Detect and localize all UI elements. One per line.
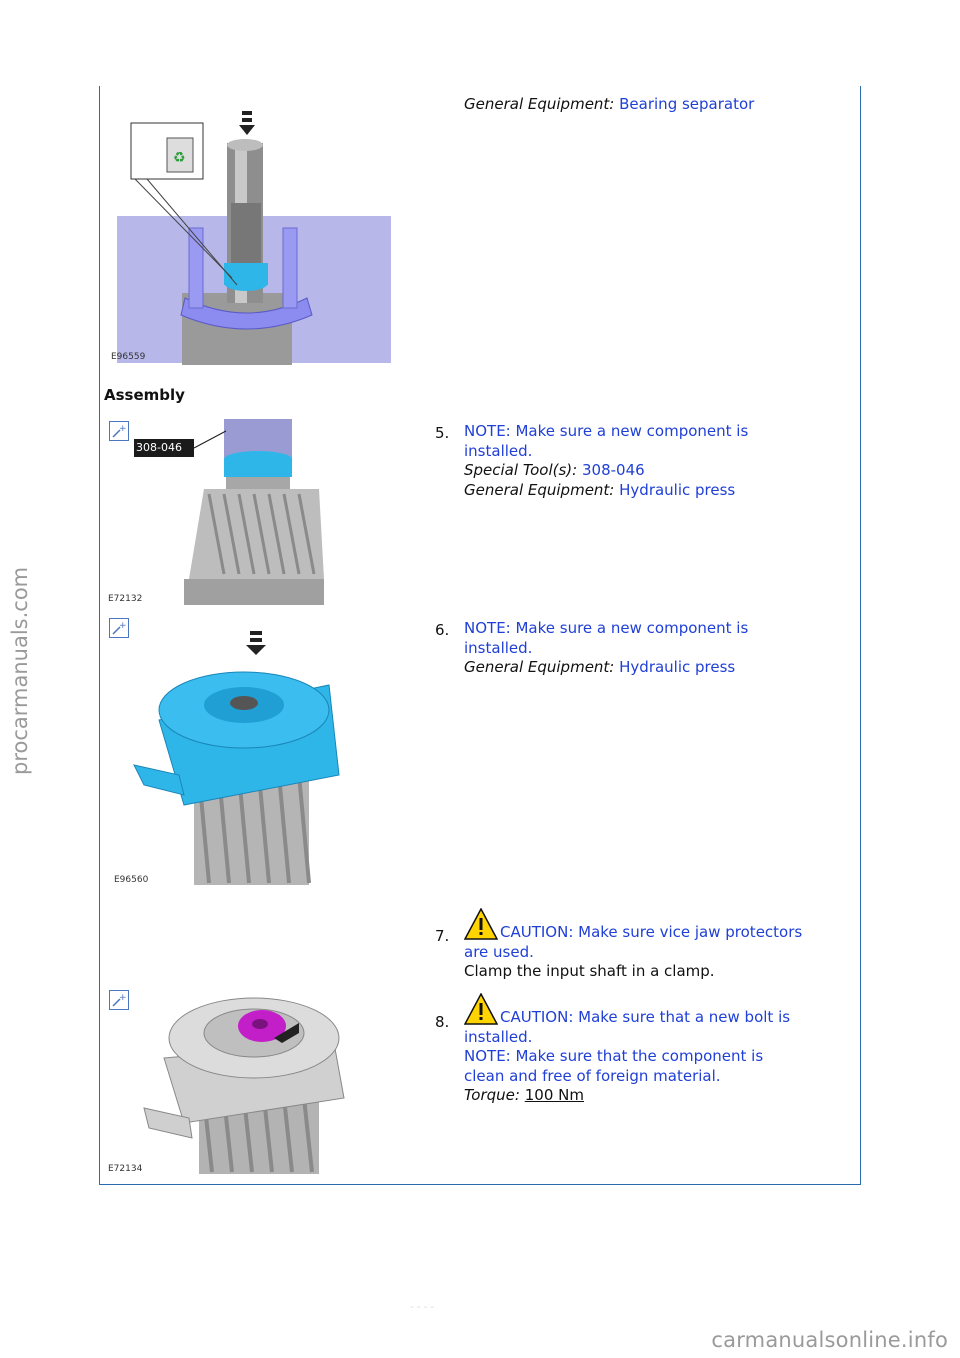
equipment-label: General Equipment:: [464, 658, 615, 676]
figure-code: E72134: [108, 1164, 143, 1174]
svg-text:+: +: [119, 621, 127, 631]
caution-line: are used.: [464, 942, 534, 961]
step-8-text: [464, 993, 790, 1106]
watermark-left: procarmanuals.com: [8, 566, 32, 775]
note-line: NOTE: Make sure a new component is: [464, 422, 749, 440]
torque-label: Torque:: [464, 1086, 520, 1104]
step-number: 5.: [435, 424, 450, 442]
top-step-text: [464, 95, 754, 115]
svg-text:♻: ♻: [173, 150, 186, 166]
caution-line: CAUTION: Make sure that a new bolt is: [500, 1008, 791, 1026]
figure-bolt-torque: [104, 988, 354, 1174]
note-line: clean and free of foreign material.: [464, 1066, 721, 1085]
figure-code: E96560: [114, 875, 149, 885]
section-title: Assembly: [104, 386, 185, 404]
tool-link[interactable]: 308-046: [582, 461, 645, 479]
caution-icon: [464, 908, 498, 940]
note-line: NOTE: Make sure a new component is: [464, 619, 749, 637]
caution-line: CAUTION: Make sure vice jaw protectors: [500, 923, 803, 941]
equipment-link[interactable]: Bearing separator: [619, 95, 755, 113]
page-number: - - - -: [410, 1302, 434, 1313]
step-number: 6.: [435, 621, 450, 639]
instruction: Clamp the input shaft in a clamp.: [464, 962, 715, 980]
figure-code: E96559: [111, 352, 146, 362]
figure-bearing-separator: [107, 103, 392, 365]
svg-text:+: +: [119, 424, 127, 434]
svg-text:+: +: [119, 993, 127, 1003]
caution-icon: [464, 993, 498, 1025]
note-line: NOTE: Make sure that the component is: [464, 1047, 764, 1065]
equipment-link[interactable]: Hydraulic press: [619, 480, 736, 499]
watermark-bottom: carmanualsonline.info: [711, 1328, 948, 1352]
figure-special-tool: [104, 419, 324, 605]
step-number: 8.: [435, 1013, 450, 1031]
caution-line: installed.: [464, 1027, 533, 1046]
note-line: installed.: [464, 638, 533, 657]
tool-label: Special Tool(s):: [464, 461, 578, 479]
step-5-text: [464, 422, 748, 500]
figure-hydraulic-press: [104, 625, 364, 887]
tool-callout: 308-046: [136, 441, 182, 454]
step-7-text: [464, 908, 802, 982]
step-6-text: [464, 619, 748, 678]
equipment-link[interactable]: Hydraulic press: [619, 658, 736, 676]
note-line: installed.: [464, 441, 533, 460]
equipment-label: General Equipment:: [464, 480, 615, 499]
step-number: 7.: [435, 927, 450, 945]
torque-value[interactable]: 100 Nm: [524, 1086, 584, 1104]
equipment-label: General Equipment:: [464, 95, 615, 113]
figure-code: E72132: [108, 594, 143, 604]
